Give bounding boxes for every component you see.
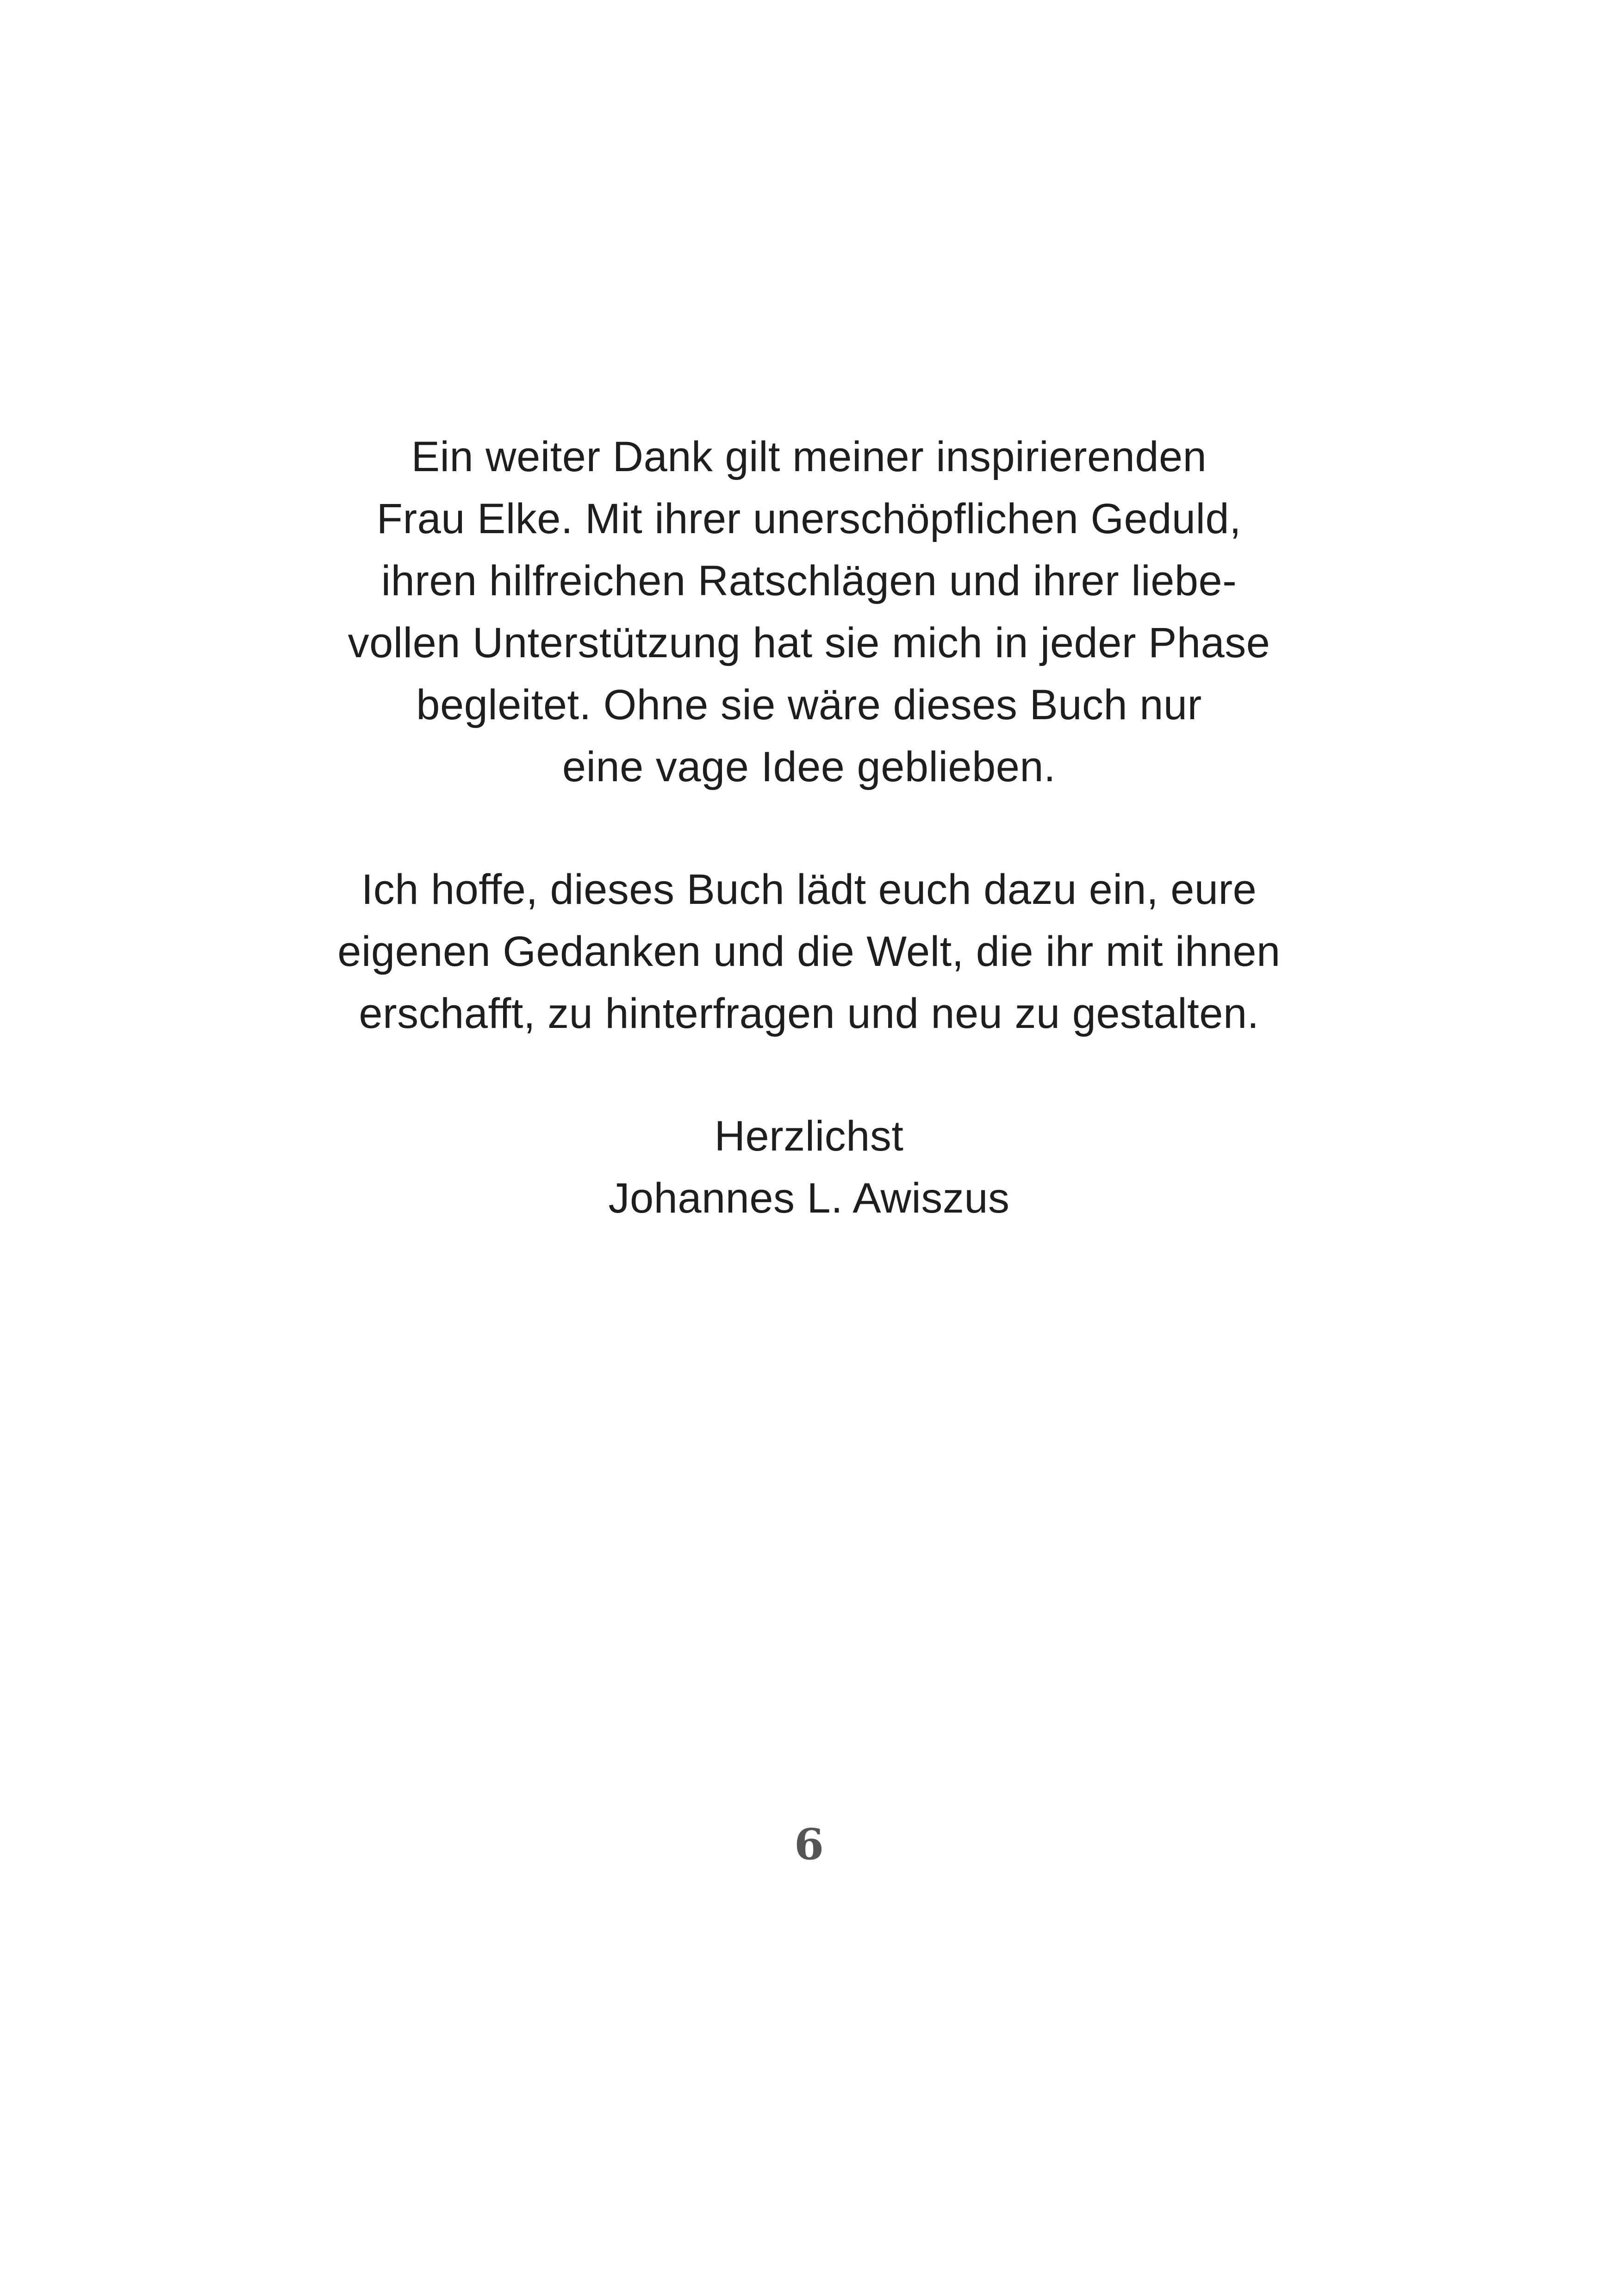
page-number: 6 bbox=[794, 1819, 824, 1869]
text-line: ihren hilfreichen Ratschlägen und ihrer liebe- bbox=[381, 557, 1237, 604]
closing-block bbox=[0, 1105, 1618, 1229]
text-line: Ich hoffe, dieses Buch lädt euch dazu ein, eure bbox=[361, 866, 1257, 913]
text-line: eine vage Idee geblieben. bbox=[562, 743, 1056, 790]
text-line: begleitet. Ohne sie wäre dieses Buch nur bbox=[416, 681, 1202, 728]
paragraph-hope bbox=[0, 859, 1618, 1045]
text-line: Frau Elke. Mit ihrer unerschöpflichen Geduld, bbox=[376, 495, 1242, 542]
text-line: Ein weiter Dank gilt meiner inspirierenden bbox=[411, 433, 1207, 480]
text-line: erschafft, zu hinterfragen und neu zu gestalten. bbox=[359, 990, 1259, 1037]
author-signature: Johannes L. Awiszus bbox=[608, 1175, 1010, 1222]
text-line: vollen Unterstützung hat sie mich in jeder Phase bbox=[348, 619, 1270, 666]
paragraph-acknowledgement bbox=[0, 426, 1618, 798]
text-line: eigenen Gedanken und die Welt, die ihr mit ihnen bbox=[337, 928, 1281, 975]
closing-greeting: Herzlichst bbox=[714, 1113, 904, 1160]
